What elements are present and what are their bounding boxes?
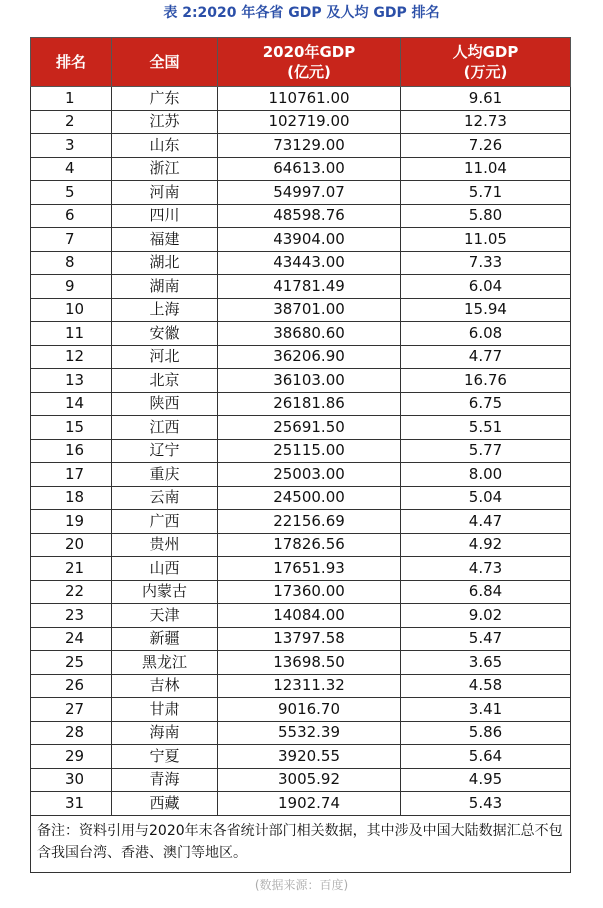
header-gdp-line2: (亿元) bbox=[287, 63, 331, 81]
cell-province: 河南 bbox=[112, 181, 218, 205]
cell-rank: 30 bbox=[31, 768, 112, 792]
cell-rank: 6 bbox=[31, 204, 112, 228]
table-row bbox=[31, 651, 571, 675]
cell-gdp: 3920.55 bbox=[218, 745, 401, 769]
cell-per-capita: 15.94 bbox=[401, 298, 571, 322]
cell-gdp: 3005.92 bbox=[218, 768, 401, 792]
cell-per-capita: 5.77 bbox=[401, 439, 571, 463]
table-row bbox=[31, 181, 571, 205]
cell-per-capita: 5.80 bbox=[401, 204, 571, 228]
cell-gdp: 25691.50 bbox=[218, 416, 401, 440]
table-row bbox=[31, 110, 571, 134]
cell-province: 陕西 bbox=[112, 392, 218, 416]
cell-province: 甘肃 bbox=[112, 698, 218, 722]
table-row bbox=[31, 157, 571, 181]
cell-per-capita: 6.04 bbox=[401, 275, 571, 299]
cell-province: 湖南 bbox=[112, 275, 218, 299]
table-header bbox=[31, 38, 571, 87]
cell-per-capita: 5.86 bbox=[401, 721, 571, 745]
cell-rank: 18 bbox=[31, 486, 112, 510]
cell-per-capita: 5.04 bbox=[401, 486, 571, 510]
cell-per-capita: 3.41 bbox=[401, 698, 571, 722]
cell-province: 福建 bbox=[112, 228, 218, 252]
cell-gdp: 43443.00 bbox=[218, 251, 401, 275]
table-row bbox=[31, 416, 571, 440]
cell-gdp: 48598.76 bbox=[218, 204, 401, 228]
table-row bbox=[31, 510, 571, 534]
header-province: 全国 bbox=[112, 38, 218, 87]
cell-gdp: 43904.00 bbox=[218, 228, 401, 252]
cell-rank: 8 bbox=[31, 251, 112, 275]
header-per-capita bbox=[401, 38, 571, 87]
cell-per-capita: 11.05 bbox=[401, 228, 571, 252]
cell-gdp: 25003.00 bbox=[218, 463, 401, 487]
cell-per-capita: 7.33 bbox=[401, 251, 571, 275]
gdp-ranking-table-container bbox=[30, 37, 570, 873]
header-per-capita-line2: (万元) bbox=[463, 63, 508, 81]
cell-rank: 20 bbox=[31, 533, 112, 557]
cell-province: 宁夏 bbox=[112, 745, 218, 769]
cell-province: 上海 bbox=[112, 298, 218, 322]
cell-province: 湖北 bbox=[112, 251, 218, 275]
table-row bbox=[31, 439, 571, 463]
cell-gdp: 25115.00 bbox=[218, 439, 401, 463]
cell-per-capita: 9.02 bbox=[401, 604, 571, 628]
cell-gdp: 9016.70 bbox=[218, 698, 401, 722]
header-per-capita-line1: 人均GDP bbox=[452, 43, 519, 61]
cell-province: 山东 bbox=[112, 134, 218, 158]
table-row bbox=[31, 721, 571, 745]
table-row bbox=[31, 674, 571, 698]
cell-rank: 10 bbox=[31, 298, 112, 322]
cell-province: 黑龙江 bbox=[112, 651, 218, 675]
table-row bbox=[31, 369, 571, 393]
table-row bbox=[31, 204, 571, 228]
cell-province: 辽宁 bbox=[112, 439, 218, 463]
cell-rank: 28 bbox=[31, 721, 112, 745]
cell-rank: 3 bbox=[31, 134, 112, 158]
table-row bbox=[31, 792, 571, 816]
cell-province: 北京 bbox=[112, 369, 218, 393]
table-row bbox=[31, 463, 571, 487]
cell-rank: 1 bbox=[31, 87, 112, 111]
cell-rank: 16 bbox=[31, 439, 112, 463]
cell-rank: 25 bbox=[31, 651, 112, 675]
cell-per-capita: 16.76 bbox=[401, 369, 571, 393]
cell-per-capita: 5.64 bbox=[401, 745, 571, 769]
cell-per-capita: 6.84 bbox=[401, 580, 571, 604]
cell-rank: 12 bbox=[31, 345, 112, 369]
cell-rank: 11 bbox=[31, 322, 112, 346]
cell-gdp: 41781.49 bbox=[218, 275, 401, 299]
cell-province: 广西 bbox=[112, 510, 218, 534]
cell-gdp: 64613.00 bbox=[218, 157, 401, 181]
table-row bbox=[31, 87, 571, 111]
cell-rank: 14 bbox=[31, 392, 112, 416]
note-text: 备注：资料引用与2020年末各省统计部门相关数据，其中涉及中国大陆数据汇总不包含我国台湾、香港、澳门等地区。 bbox=[31, 815, 571, 872]
cell-province: 青海 bbox=[112, 768, 218, 792]
cell-per-capita: 4.47 bbox=[401, 510, 571, 534]
cell-province: 内蒙古 bbox=[112, 580, 218, 604]
table-row bbox=[31, 322, 571, 346]
cell-rank: 27 bbox=[31, 698, 112, 722]
cell-gdp: 5532.39 bbox=[218, 721, 401, 745]
table-row bbox=[31, 627, 571, 651]
data-source: (数据来源：百度) bbox=[254, 878, 349, 892]
cell-per-capita: 3.65 bbox=[401, 651, 571, 675]
cell-rank: 31 bbox=[31, 792, 112, 816]
table-row bbox=[31, 251, 571, 275]
table-row bbox=[31, 745, 571, 769]
cell-gdp: 22156.69 bbox=[218, 510, 401, 534]
table-row bbox=[31, 134, 571, 158]
cell-gdp: 110761.00 bbox=[218, 87, 401, 111]
cell-province: 山西 bbox=[112, 557, 218, 581]
cell-per-capita: 5.71 bbox=[401, 181, 571, 205]
cell-per-capita: 6.08 bbox=[401, 322, 571, 346]
cell-per-capita: 8.00 bbox=[401, 463, 571, 487]
cell-gdp: 36206.90 bbox=[218, 345, 401, 369]
cell-rank: 13 bbox=[31, 369, 112, 393]
cell-province: 江西 bbox=[112, 416, 218, 440]
cell-province: 吉林 bbox=[112, 674, 218, 698]
cell-per-capita: 5.51 bbox=[401, 416, 571, 440]
header-gdp-line1: 2020年GDP bbox=[262, 43, 356, 61]
note-row bbox=[31, 815, 571, 872]
cell-gdp: 1902.74 bbox=[218, 792, 401, 816]
cell-rank: 9 bbox=[31, 275, 112, 299]
cell-rank: 24 bbox=[31, 627, 112, 651]
cell-rank: 23 bbox=[31, 604, 112, 628]
header-row bbox=[31, 38, 571, 87]
table-row bbox=[31, 580, 571, 604]
cell-gdp: 17360.00 bbox=[218, 580, 401, 604]
table-row bbox=[31, 698, 571, 722]
cell-rank: 21 bbox=[31, 557, 112, 581]
table-row bbox=[31, 345, 571, 369]
cell-province: 浙江 bbox=[112, 157, 218, 181]
cell-province: 贵州 bbox=[112, 533, 218, 557]
cell-per-capita: 4.95 bbox=[401, 768, 571, 792]
cell-gdp: 13698.50 bbox=[218, 651, 401, 675]
cell-per-capita: 4.77 bbox=[401, 345, 571, 369]
cell-rank: 15 bbox=[31, 416, 112, 440]
table-title: 表 2:2020 年各省 GDP 及人均 GDP 排名 bbox=[163, 5, 440, 21]
cell-gdp: 17651.93 bbox=[218, 557, 401, 581]
cell-rank: 5 bbox=[31, 181, 112, 205]
cell-gdp: 24500.00 bbox=[218, 486, 401, 510]
cell-rank: 19 bbox=[31, 510, 112, 534]
table-row bbox=[31, 533, 571, 557]
table-row bbox=[31, 557, 571, 581]
cell-province: 四川 bbox=[112, 204, 218, 228]
cell-province: 广东 bbox=[112, 87, 218, 111]
cell-gdp: 12311.32 bbox=[218, 674, 401, 698]
cell-gdp: 14084.00 bbox=[218, 604, 401, 628]
cell-province: 新疆 bbox=[112, 627, 218, 651]
cell-per-capita: 4.92 bbox=[401, 533, 571, 557]
cell-per-capita: 5.47 bbox=[401, 627, 571, 651]
table-footer bbox=[31, 815, 571, 872]
table-body bbox=[31, 87, 571, 816]
cell-province: 安徽 bbox=[112, 322, 218, 346]
cell-gdp: 13797.58 bbox=[218, 627, 401, 651]
cell-gdp: 102719.00 bbox=[218, 110, 401, 134]
cell-rank: 2 bbox=[31, 110, 112, 134]
cell-province: 海南 bbox=[112, 721, 218, 745]
cell-gdp: 36103.00 bbox=[218, 369, 401, 393]
cell-province: 西藏 bbox=[112, 792, 218, 816]
cell-gdp: 38680.60 bbox=[218, 322, 401, 346]
cell-province: 云南 bbox=[112, 486, 218, 510]
table-row bbox=[31, 275, 571, 299]
cell-rank: 26 bbox=[31, 674, 112, 698]
cell-per-capita: 11.04 bbox=[401, 157, 571, 181]
cell-gdp: 54997.07 bbox=[218, 181, 401, 205]
cell-gdp: 26181.86 bbox=[218, 392, 401, 416]
cell-per-capita: 7.26 bbox=[401, 134, 571, 158]
gdp-ranking-table bbox=[30, 37, 571, 873]
cell-province: 重庆 bbox=[112, 463, 218, 487]
cell-gdp: 17826.56 bbox=[218, 533, 401, 557]
cell-rank: 22 bbox=[31, 580, 112, 604]
cell-rank: 17 bbox=[31, 463, 112, 487]
cell-rank: 4 bbox=[31, 157, 112, 181]
cell-per-capita: 6.75 bbox=[401, 392, 571, 416]
table-row bbox=[31, 228, 571, 252]
header-rank: 排名 bbox=[31, 38, 112, 87]
table-row bbox=[31, 604, 571, 628]
cell-per-capita: 4.58 bbox=[401, 674, 571, 698]
table-row bbox=[31, 298, 571, 322]
cell-rank: 7 bbox=[31, 228, 112, 252]
cell-province: 河北 bbox=[112, 345, 218, 369]
cell-per-capita: 4.73 bbox=[401, 557, 571, 581]
table-row bbox=[31, 768, 571, 792]
header-gdp bbox=[218, 38, 401, 87]
cell-province: 天津 bbox=[112, 604, 218, 628]
cell-per-capita: 9.61 bbox=[401, 87, 571, 111]
cell-gdp: 38701.00 bbox=[218, 298, 401, 322]
cell-province: 江苏 bbox=[112, 110, 218, 134]
cell-rank: 29 bbox=[31, 745, 112, 769]
cell-gdp: 73129.00 bbox=[218, 134, 401, 158]
table-row bbox=[31, 486, 571, 510]
table-row bbox=[31, 392, 571, 416]
cell-per-capita: 12.73 bbox=[401, 110, 571, 134]
cell-per-capita: 5.43 bbox=[401, 792, 571, 816]
